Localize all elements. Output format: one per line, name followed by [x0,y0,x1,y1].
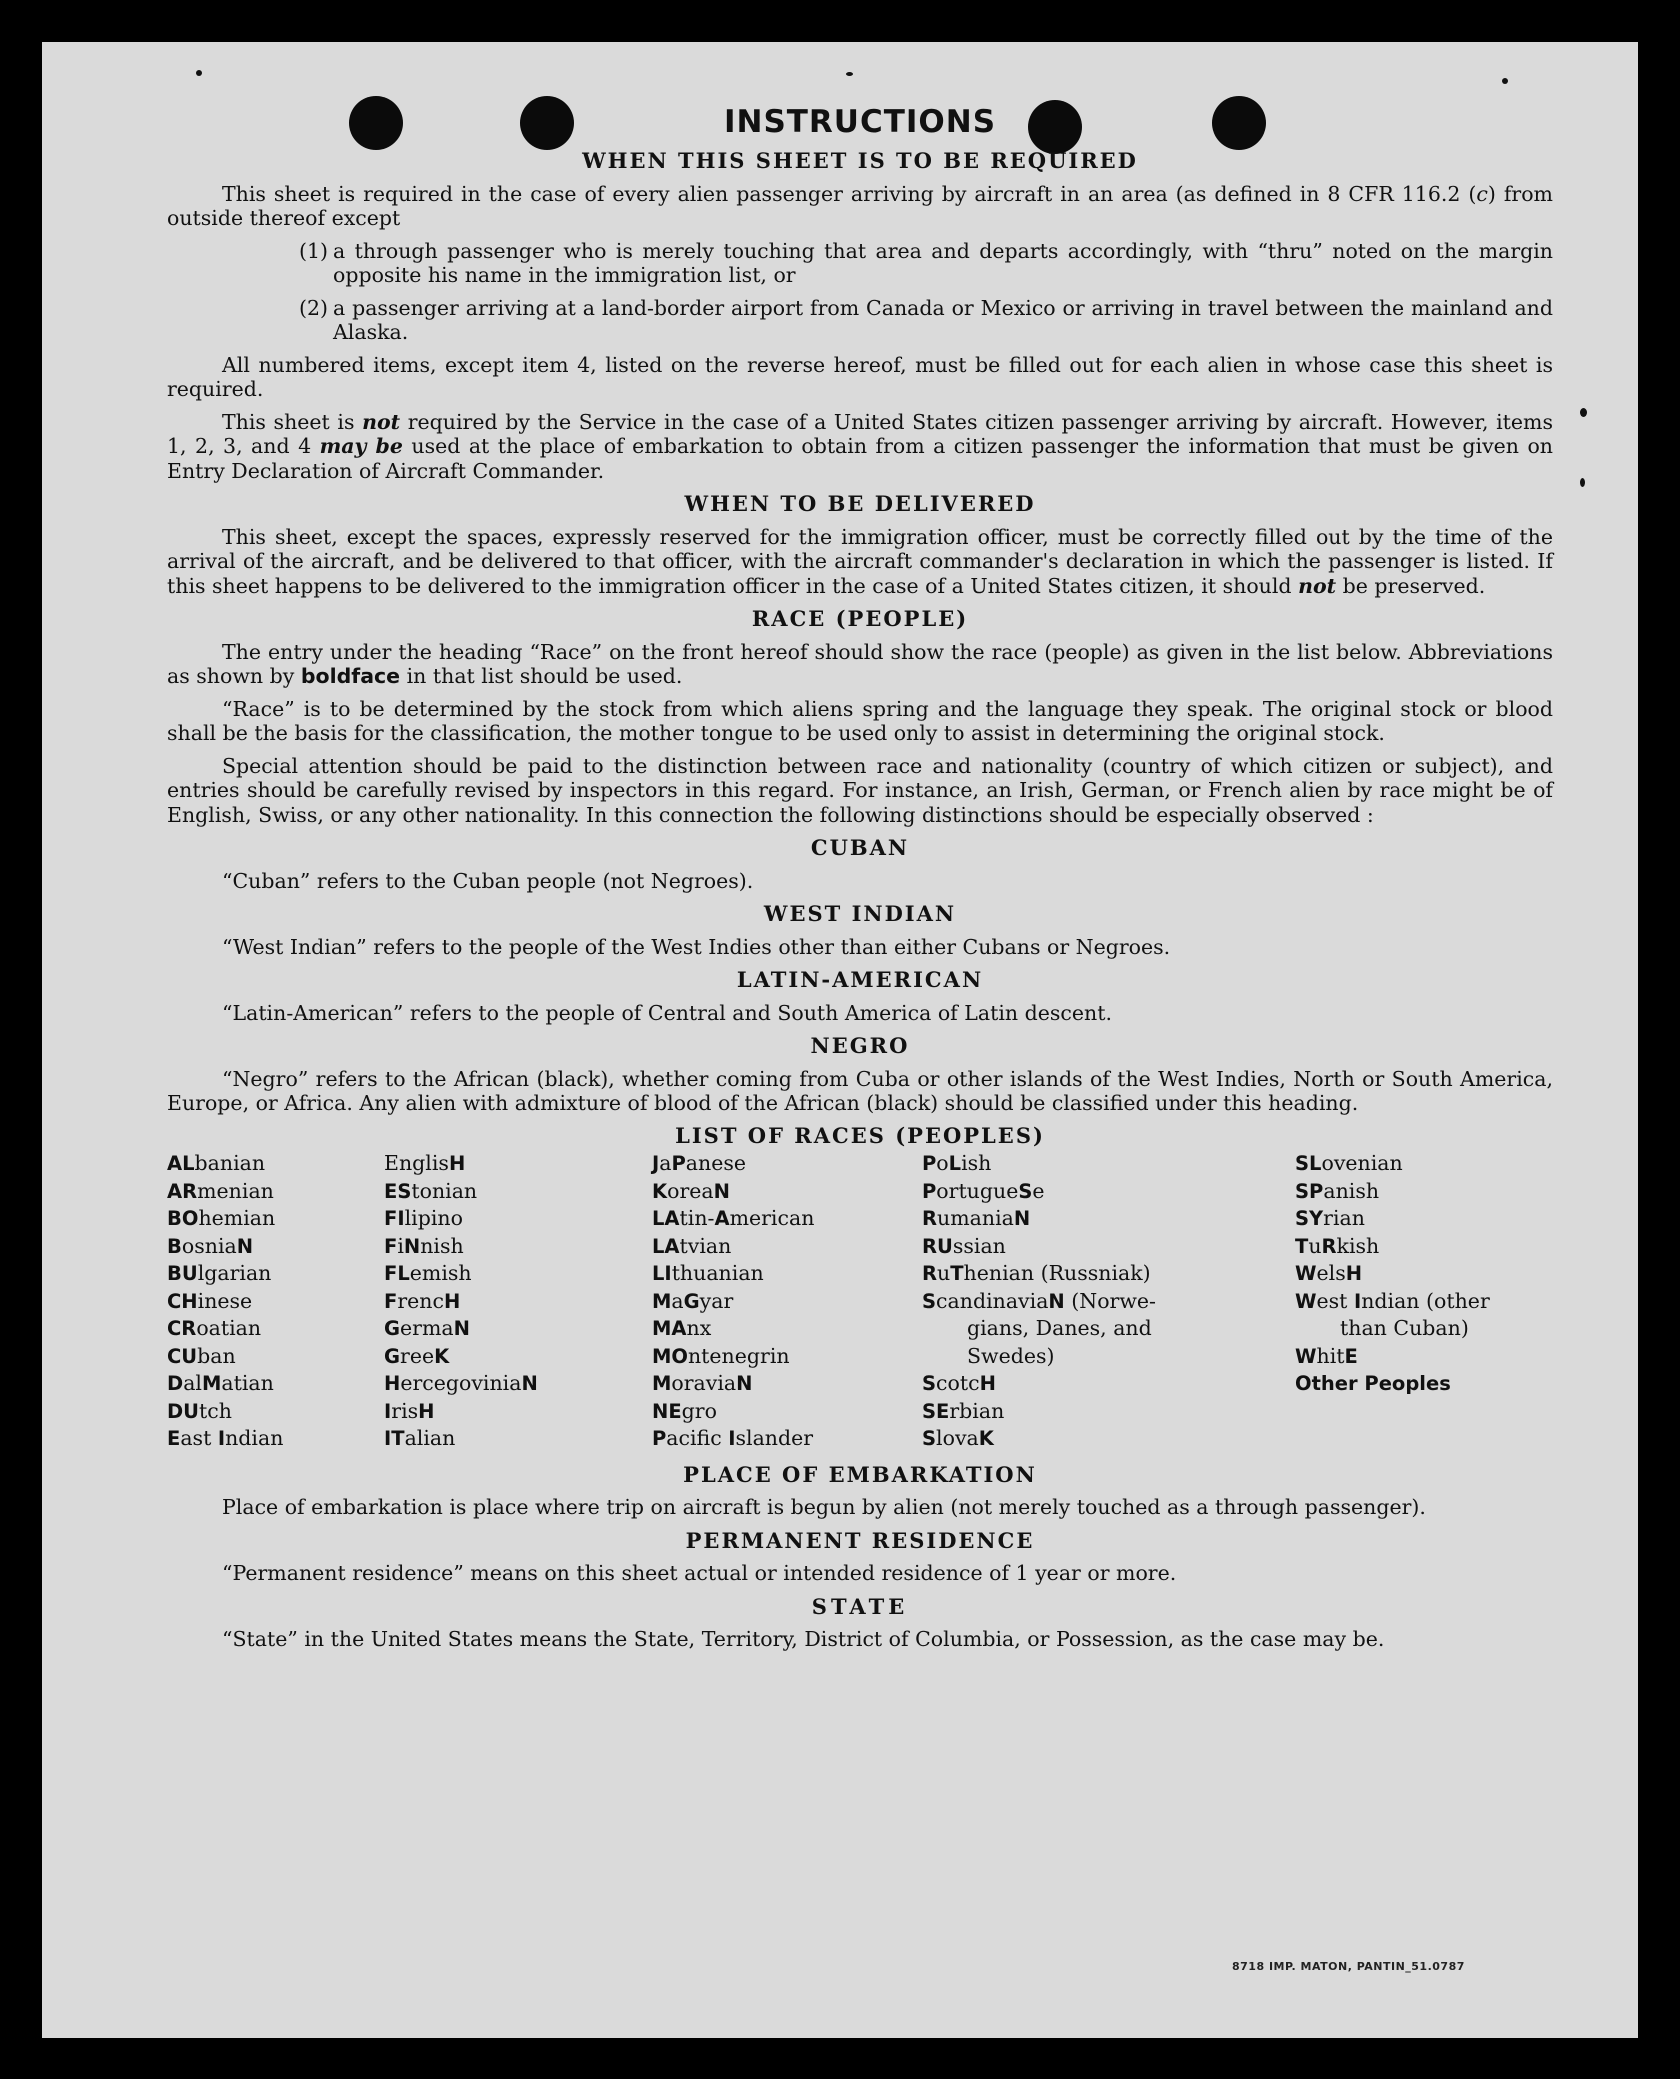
list-item-2: (2) a passenger arriving at a land-border airport from Canada or Mexico or arriving in travel between the mainland and Alaska. [299,295,1553,344]
race-entry: NEgro [652,1398,717,1423]
race-entry: WelsH [1295,1261,1363,1285]
race-entry: GermaN [384,1316,470,1340]
races-column [652,1150,922,1453]
race-entry: MOntenegrin [652,1343,790,1368]
race-entry: RuThenian (Russniak) [922,1261,1151,1285]
printer-imprint: 8718 IMP. MATON, PANTIN_51.0787 [1232,1960,1465,1973]
heading-cuban: CUBAN [810,835,910,860]
race-entry: EnglisH [384,1151,466,1175]
heading-latin-american: LATIN-AMERICAN [736,967,984,992]
race-entry: LAtin-American [652,1206,815,1230]
paragraph: “State” in the United States means the State, Territory, District of Columbia, or Possession, as the case may be. [222,1627,1385,1651]
race-entry: CUban [167,1343,236,1368]
paragraph: All numbered items, except item 4, listed on the reverse hereof, must be filled out for each alien in whose case this sheet is required. [167,352,1553,401]
race-entry: DUtch [167,1398,232,1423]
race-entry: MoraviaN [652,1371,753,1395]
race-entry: SPanish [1295,1178,1380,1203]
paragraph: “West Indian” refers to the people of the West Indies other than either Cubans or Negroes. [222,934,1171,959]
race-entry: JaPanese [652,1151,747,1175]
instructions-title: INSTRUCTIONS [723,104,997,140]
race-entry: than Cuban) [1340,1316,1469,1340]
race-entry: SlovaK [922,1426,994,1450]
paragraph: Special attention should be paid to the distinction between race and nationality (country of which citizen or subject), and entries should be carefully revised by inspectors in this regard. For instance, an Irish, German, or French alien by race might be of English, Swiss, or any other nationality. In this connection the following distinctions should be especially observed : [167,753,1553,827]
race-entry: West Indian (other [1295,1288,1490,1313]
race-entry: FiNnish [384,1233,464,1258]
race-entry: GreeK [384,1343,450,1368]
race-entry: RumaniaN [922,1206,1031,1230]
races-column [384,1150,652,1453]
race-entry: ARmenian [167,1178,274,1203]
race-entry: ALbanian [167,1151,266,1175]
paragraph: “Race” is to be determined by the stock from which aliens spring and the language they speak. The original stock or blood shall be the basis for the classification, the mother tongue to be used only to assist in determining the original stock. [167,696,1553,745]
speck [846,72,853,76]
heading-place-of-embarkation: PLACE OF EMBARKATION [683,1461,1037,1487]
races-column [922,1150,1273,1453]
paragraph: “Cuban” refers to the Cuban people (not Negroes). [222,868,754,893]
race-entry: BosniaN [167,1233,254,1258]
heading-west-indian: WEST INDIAN [763,901,957,926]
race-entry: MaGyar [652,1288,734,1313]
race-entry: RUssian [922,1233,1006,1258]
race-entry: IrisH [384,1398,435,1423]
race-entry: LAtvian [652,1233,732,1258]
race-entry: Swedes) [967,1343,1055,1368]
paragraph: This sheet is required in the case of every alien passenger arriving by aircraft in an area (as defined in 8 CFR 116.2 (c) from outside thereof except [167,181,1553,230]
race-entry: BOhemian [167,1206,276,1230]
paragraph: This sheet, except the spaces, expressly reserved for the immigration officer, must be correctly filled out by the time of the arrival of the aircraft, and be delivered to that officer, with the aircraft commander's declaration in which the passenger is listed. If this sheet happens to be delivered to the immigration officer in the case of a United States citizen, it should not be preserved. [167,524,1553,598]
heading-negro: NEGRO [810,1033,910,1058]
speck [1502,78,1508,84]
race-entry: KoreaN [652,1178,730,1203]
race-entry: HercegoviniaN [384,1371,538,1395]
speck [196,70,202,76]
race-entry: Pacific Islander [652,1426,814,1450]
race-entry: ScandinaviaN (Norwe- [922,1288,1156,1313]
heading-permanent-residence: PERMANENT RESIDENCE [685,1527,1035,1553]
race-entry: SErbian [922,1398,1005,1423]
race-entry: CRoatian [167,1316,262,1340]
race-entry: PortugueSe [922,1178,1045,1203]
race-entry: EStonian [384,1178,478,1203]
paragraph: Place of embarkation is place where trip on aircraft is begun by alien (not merely touched as a through passenger). [222,1495,1426,1519]
heading-state: STATE [811,1593,909,1619]
heading-race: RACE (PEOPLE) [751,606,969,631]
race-entry: Other Peoples [1295,1372,1451,1395]
paragraph: “Negro” refers to the African (black), whether coming from Cuba or other islands of the West Indies, North or South America, Europe, or Africa. Any alien with admixture of blood of the African (black) should be classified under this heading. [167,1066,1553,1115]
speck [1580,478,1585,487]
instructions-text [167,104,1553,1660]
race-entry: ScotcH [922,1371,996,1395]
heading-list-of-races: LIST OF RACES (PEOPLES) [675,1122,1045,1148]
races-column [167,1150,384,1453]
paragraph: This sheet is not required by the Service in the case of a United States citizen passenger arriving by aircraft. However, items 1, 2, 3, and 4 may be used at the place of embarkation to obtain from a citizen passenger the information that must be given on Entry Declaration of Aircraft Commander. [167,409,1553,483]
races-list [167,1150,1553,1453]
list-item-1: (1) a through passenger who is merely touching that area and departs accordingly, with “thru” noted on the margin opposite his name in the immigration list, or [299,238,1553,287]
race-entry: BUlgarian [167,1261,272,1285]
race-entry: SYrian [1295,1206,1365,1230]
speck [1580,408,1587,417]
paragraph: “Permanent residence” means on this sheet actual or intended residence of 1 year or more. [222,1561,1177,1585]
document-page [42,42,1638,2038]
race-entry: TuRkish [1295,1233,1380,1258]
race-entry: FIlipino [384,1206,463,1230]
race-entry: PoLish [922,1151,992,1175]
race-entry: East Indian [167,1426,284,1450]
race-entry: gians, Danes, and [967,1316,1152,1340]
race-entry: SLovenian [1295,1151,1403,1175]
paragraph: “Latin-American” refers to the people of Central and South America of Latin descent. [222,1000,1112,1025]
races-column [1295,1150,1545,1453]
race-entry: WhitE [1295,1343,1358,1368]
race-entry: FLemish [384,1261,472,1285]
race-entry: LIthuanian [652,1261,764,1285]
heading-when-required: WHEN THIS SHEET IS TO BE REQUIRED [582,148,1138,173]
heading-when-delivered: WHEN TO BE DELIVERED [684,491,1036,516]
race-entry: CHinese [167,1288,253,1313]
race-entry: MAnx [652,1316,712,1340]
race-entry: FrencH [384,1288,461,1313]
race-entry: DalMatian [167,1371,274,1395]
race-entry: ITalian [384,1426,456,1450]
paragraph: The entry under the heading “Race” on the front hereof should show the race (people) as given in the list below. Abbreviations as shown by boldface in that list should be used. [167,639,1553,688]
